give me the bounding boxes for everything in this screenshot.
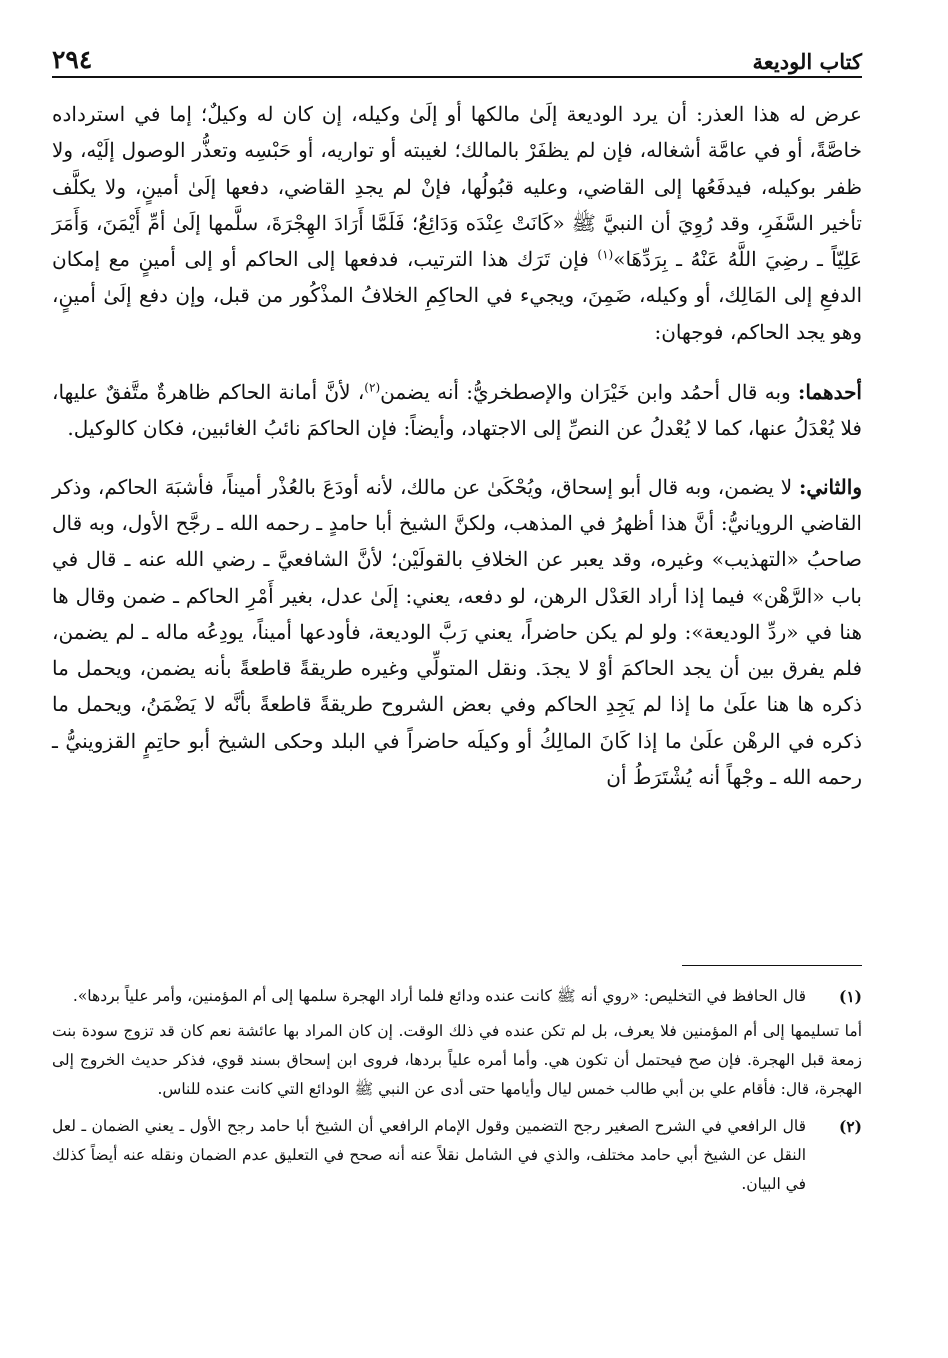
paragraph-intro-tail: فإن تَرَك هذا الترتيب، فدفعها إلى الحاكم أو إلى أمينٍ مع إمكان الدفعِ إلى المَالِك، أو وكيله، ضَمِنَ، ويجيء في الحاكِمِ الخلافُ المذْكُور من قبل، وإن دفع إلَىٰ أمينٍ، وهو يجد الحاكم، فوجهان:	[52, 247, 862, 344]
footnote-1-number: (١)	[838, 987, 862, 1006]
paragraph-second-view	[52, 469, 862, 796]
paragraph-intro	[52, 96, 862, 350]
paragraph-intro-text: عرض له هذا العذر: أن يرد الوديعة إلَىٰ مالكها أو إلَىٰ وكيله، إن كان له وكيلٌ؛ إما في استرداده خاصَّةً، أو في عامَّة أشغاله، فإن لم يظفَرْ بالمالك؛ لغيبته أو تواريه، أو حَبْسِه وتعذُّر الوصول إلَيْه، ولا ظفر بوكيله، فيدفَعُها إلى القاضي، وعليه قبُولُها، فإنْ لم يجدِ القاضي، دفعها إلَىٰ أمينٍ، ولا يكلَّف تأخير السَّفَرِ، وقد رُوِيَ أن النبيَّ ﷺ «كَانَتْ عِنْدَه وَدَائِعُ؛ فَلَمَّا أَرَادَ الهِجْرَةَ، سلَّمها إلَىٰ أمِّ أَيْمَنَ، وَأَمَرَ عَلِيّاً ـ رضِيَ اللَّهُ عَنْهُ ـ بِرَدِّهَا»	[52, 102, 862, 272]
footnote-ref-2[interactable]: (٢)	[364, 380, 381, 395]
running-title: كتاب الوديعة	[752, 49, 862, 74]
footnote-2-text: قال الرافعي في الشرح الصغير رجح التضمين وقول الإمام الرافعي أن الشيخ أبا حامد رجح الأول ـ يعني الضمان ـ لعل النقل عن الشيخ أبي حامد مختلف، والذي في الشامل نقلاً عنه أنه صحح في التعليق عدم الضمان ونقله عنه أيضاً كذلك في البيان.	[52, 1117, 806, 1193]
main-text	[52, 96, 862, 795]
first-view-text: وبه قال أحمُد وابن خَيْرَان والإصطخريُّ: أنه يضمن	[380, 380, 798, 405]
footnote-ref-1[interactable]: (١)	[597, 247, 614, 262]
second-view-heading: والثاني:	[798, 474, 862, 499]
second-view-text: لا يضمن، وبه قال أبو إسحاق، ويُحْكَىٰ عن مالك، لأنه أودَعَ بالعُذْر أميناً، فأشبَهَ الحاكم، وذكر القاضي الرويانيُّ: أنَّ هذا أظهرُ في المذهب، ولكنَّ الشيخ أبا حامدٍ ـ رحمه الله ـ رجَّح الأول، وبه قال صاحبُ «التهذيب» وغيره، وقد يعبر عن الخلافِ بالقولَيْن؛ لأنَّ الشافعيَّ ـ رضي الله عنه ـ قال في باب «الرَّهْن» فيما إذا أراد العَدْل الرهن، لو دفعه، يعني: إلَىٰ عدل، بغير أَمْرِ الحاكم ـ ضمن وقال ها هنا في «ردِّ الوديعة»: ولو لم يكن حاضراً، يعني رَبَّ الوديعة، فأودعها أميناً، يودِعُه ماله ـ لم يضمن، فلم يفرق بين أن يجد الحاكمَ أوْ لا يجدَ. ونقل المتولِّي وغيره طريقةً قاطعةً بأنه يضمن، ويحمل ما ذكره ها هنا علَىٰ ما إذا لم يَجِدِ الحاكم وفي بعض الشروح طريقةً قاطعةً بأنَّه لا يَضْمَنُ، ويحمل ما ذكره في الرهْن علَىٰ ما إذا كَانَ المالِكُ أو وكيلَه حاضراً في البلد وحكى الشيخ أبو حاتِمٍ القزوينيُّ ـ رحمه الله ـ وجْهاً أنه يُشْتَرَطُ أن	[52, 474, 862, 790]
first-view-tail: ، لأنَّ أمانة الحاكم ظاهرةٌ متَّفقٌ عليها، فلا يُعْدَلُ عنها، كما لا يُعْدلُ عن النصِّ إلى الاجتهاد، وأيضاً: فإن الحاكمَ نائبُ الغائبين، فكان كالوكيل.	[52, 380, 862, 441]
footnote-2-number: (٢)	[838, 1117, 862, 1136]
footnote-1-continuation: أما تسليمها إلى أم المؤمنين فلا يعرف، بل لم تكن عنده في ذلك الوقت. إن كان المراد بها عائشة نعم كان قد تزوج سودة بنت زمعة قبل الهجرة. فإن صح فيحتمل أن تكون هي. وأما أمره علياً بردها، فروى ابن إسحاق بسند قوي، فذكر حديث الخروج إلى الهجرة، قال: فأقام علي بن أبي طالب خمس ليال وأيامها حتى أدى عن النبي ﷺ الودائع التي كانت عنده للناس.	[52, 1022, 862, 1098]
footnotes	[52, 982, 862, 1205]
footnote-divider	[682, 965, 862, 966]
first-view-heading: أحدهما:	[797, 380, 862, 405]
page-number: ٢٩٤	[52, 45, 93, 74]
footnote-2	[52, 1112, 862, 1199]
paragraph-first-view	[52, 374, 862, 447]
page-header	[52, 36, 862, 78]
footnote-1-text: قال الحافظ في التخليص: «روي أنه ﷺ كانت عنده ودائع فلما أراد الهجرة سلمها إلى أم المؤمنين، وأمر علياً بردها».	[72, 987, 806, 1005]
footnote-1	[52, 982, 862, 1011]
